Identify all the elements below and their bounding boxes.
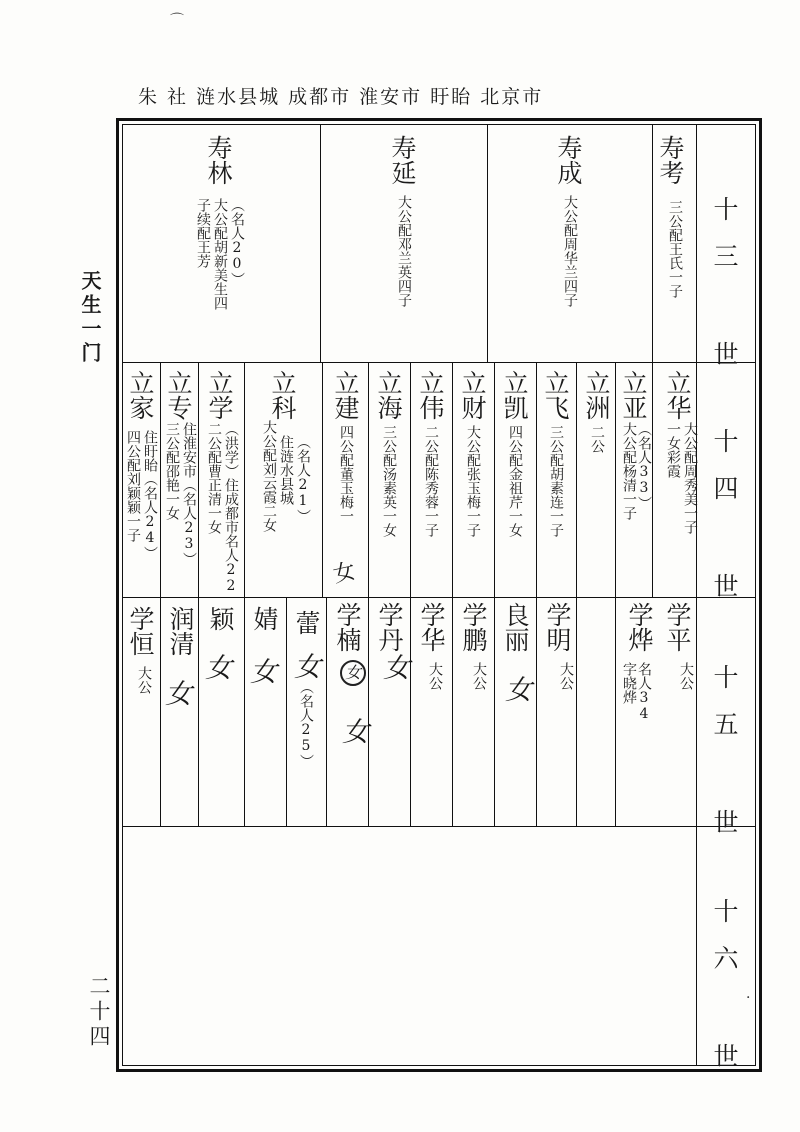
person-name: 学平 — [663, 602, 692, 652]
generation-16: 十六 世 — [710, 898, 739, 1090]
person-name: 学丹 — [375, 602, 404, 652]
person-note: 大公 — [471, 662, 487, 690]
person-name: 立财 — [458, 370, 487, 420]
person-name: 学烨 — [625, 602, 654, 652]
person-note: 一女彩霞 — [665, 422, 681, 478]
person-name: 立洲 — [582, 370, 611, 420]
person-note: 二公 — [589, 425, 605, 453]
person-note: 大公配张玉梅一子 — [465, 425, 481, 537]
person-note: 字晓烨 — [621, 662, 637, 704]
handwritten-note: 女 — [165, 679, 192, 710]
handwritten-mark: 女 — [331, 558, 358, 588]
person-name: 寿考 — [656, 135, 685, 185]
person-note: 四公配董玉梅一 — [338, 425, 354, 523]
page-number: 二十四 — [87, 975, 111, 1050]
person-note: 二公配陈秀蓉一子 — [423, 425, 439, 537]
person-note: （洪学）住成都市名人22 — [223, 422, 239, 594]
person-note: 大公 — [136, 666, 152, 694]
person-name: 寿成 — [554, 135, 583, 185]
handwritten-note: 女 — [342, 717, 369, 748]
person-note: 四公配刘颖颖一子 — [125, 430, 141, 542]
person-name: 立凯 — [500, 370, 529, 420]
person-note: 子续配王芳 — [195, 198, 211, 268]
handwritten-note: 女 — [505, 675, 532, 706]
person-note: （名人33） — [636, 422, 652, 510]
person-name: 颖 — [206, 606, 235, 631]
person-name: 婧 — [250, 606, 279, 631]
person-note: 大公配杨清一子 — [621, 422, 637, 520]
person-note: 大公配周秀美一子 — [682, 422, 698, 534]
scan-mark: · — [746, 990, 751, 1006]
circled-handwritten-note: 女 — [340, 660, 366, 686]
person-name: 立专 — [164, 370, 193, 420]
person-note: 大公 — [427, 662, 443, 690]
person-note: （名人21） — [295, 435, 311, 523]
person-name: 立学 — [205, 370, 234, 420]
scan-mark: ⌒ — [170, 13, 184, 29]
generation-15: 十五 世 — [710, 664, 739, 856]
person-note: （名人25） — [298, 680, 314, 768]
person-note: 四公配金祖芹一女 — [507, 425, 523, 537]
person-name: 学恒 — [126, 606, 155, 656]
page-header: 朱 社 涟水县城 成都市 淮安市 盱眙 北京市 — [138, 86, 544, 108]
person-note: 三公配王氏一子 — [667, 200, 683, 298]
person-name: 学华 — [417, 602, 446, 652]
person-name: 蕾 — [292, 610, 321, 635]
person-note: 住盱眙（名人24） — [142, 430, 158, 560]
person-name: 寿延 — [388, 135, 417, 185]
person-note: 名人34 — [636, 662, 652, 722]
person-name: 立建 — [331, 370, 360, 420]
person-note: 大公配邓兰英四子 — [396, 195, 412, 307]
branch-label: 天生一门 — [78, 270, 102, 366]
person-name: 立华 — [663, 370, 692, 420]
person-name: 学楠 — [333, 602, 362, 652]
person-name: 良丽 — [501, 602, 530, 652]
person-note: （名人20） — [229, 198, 245, 286]
person-name: 学鹏 — [459, 602, 488, 652]
person-note: 三公配胡素连一子 — [548, 425, 564, 537]
person-note: 二公配曹正清一女 — [206, 422, 222, 534]
person-name: 立亚 — [619, 370, 648, 420]
person-note: 三公配邵艳一女 — [164, 422, 180, 520]
person-name: 润清 — [166, 606, 195, 656]
person-note: 大公配刘云霞二女 — [261, 420, 277, 532]
person-note: 大公配胡新美生四 — [212, 198, 228, 310]
person-note: 住淮安市（名人23） — [181, 422, 197, 566]
person-name: 立海 — [374, 370, 403, 420]
generation-13: 十三 世 — [710, 196, 739, 388]
handwritten-note: 女 — [250, 657, 277, 688]
handwritten-note: 女 — [294, 652, 321, 683]
person-note: 三公配汤素英一女 — [381, 425, 397, 537]
person-name: 学明 — [543, 602, 572, 652]
generation-14: 十四 世 — [710, 428, 739, 620]
person-name: 立飞 — [541, 370, 570, 420]
person-name: 立伟 — [416, 370, 445, 420]
handwritten-note: 女 — [205, 653, 232, 684]
person-name: 立科 — [268, 370, 297, 420]
person-name: 寿林 — [204, 135, 233, 185]
person-note: 住涟水县城 — [278, 435, 294, 505]
person-note: 大公 — [558, 662, 574, 690]
handwritten-note: 女 — [383, 653, 410, 684]
person-note: 大公 — [678, 662, 694, 690]
person-name: 立家 — [126, 370, 155, 420]
person-note: 大公配周华兰四子 — [562, 195, 578, 307]
